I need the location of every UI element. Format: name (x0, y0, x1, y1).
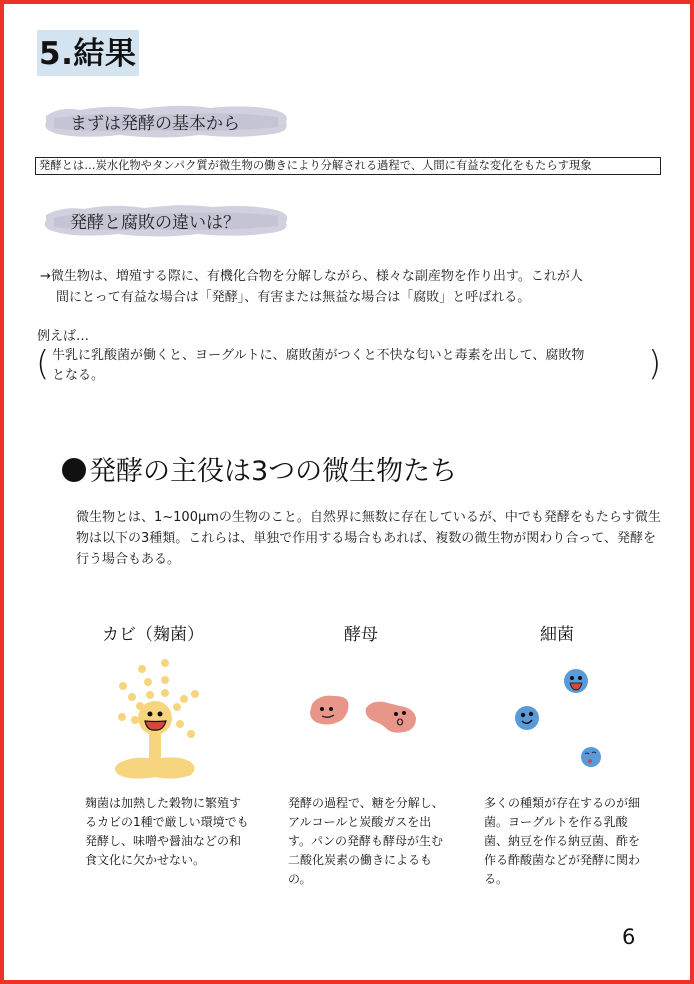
section-title: 5.結果 (37, 30, 139, 76)
example-block (36, 346, 666, 388)
microbes-heading-text: 発酵の主役は3つの微生物たち (89, 456, 458, 487)
subheading-fermentation-basics (40, 102, 290, 140)
example-line-1: 牛乳に乳酸菌が働くと、ヨーグルトに、腐敗菌がつくと不快な匂いと毒素を出して、腐敗物 (52, 348, 585, 363)
microbes-heading (62, 452, 457, 492)
example-text (52, 346, 652, 386)
column-description-yeast: 発酵の過程で、糖を分解し、アルコールと炭酸ガスを出す。パンの発酵も酵母が生む二酸化炭素の働きによるもの。 (288, 796, 444, 886)
column-description-bacteria: 多くの種類が存在するのが細菌。ヨーグルトを作る乳酸菌、納豆を作る納豆菌、酢を作る酢酸菌などが発酵に関わる。 (484, 796, 641, 886)
difference-line-2: 間にとって有益な場合は「発酵」、有害または無益な場合は「腐敗」と呼ばれる。 (56, 290, 531, 305)
example-lead: 例えば… (37, 329, 90, 344)
subheading-fermentation-vs-putrefaction (40, 201, 290, 239)
example-line-2: となる。 (52, 368, 105, 383)
subheading-label: まずは発酵の基本から (70, 114, 240, 134)
smiling-mold-illustration (105, 655, 215, 785)
subheading-label: 発酵と腐敗の違いは？ (70, 213, 240, 233)
column-title-mold: カビ（麹菌） (102, 625, 204, 645)
column-title-yeast: 酵母 (344, 625, 378, 645)
difference-line-1: →微生物は、増殖する際に、有機化合物を分解しながら、様々な副産物を作り出す。これが人 (40, 269, 583, 284)
definition-box: 発酵とは…炭水化物やタンパク質が微生物の働きにより分解される過程で、人間に有益な変化をもたらす現象 (35, 157, 661, 175)
column-description-mold: 麹菌は加熱した穀物に繁殖するカビの1種で厳しい環境でも発酵し、味噌や醤油などの和食文化に欠かせない。 (85, 796, 249, 867)
smiling-bacteria-illustration (510, 665, 620, 775)
smiling-yeast-illustration (302, 690, 422, 740)
page-number: 6 (622, 925, 636, 949)
open-paren: ( (36, 344, 50, 384)
microbes-intro: 微生物とは、1~100μmの生物のこと。自然界に無数に存在しているが、中でも発酵をもたらす微生物は以下の3種類。これらは、単独で作用する場合もあれば、複数の微生物が関わり合って、発酵を行う場合もある。 (76, 510, 661, 567)
column-title-bacteria: 細菌 (540, 625, 574, 645)
close-paren: ) (648, 344, 662, 384)
bullet-dot-icon (62, 458, 86, 482)
difference-explanation (40, 266, 670, 308)
